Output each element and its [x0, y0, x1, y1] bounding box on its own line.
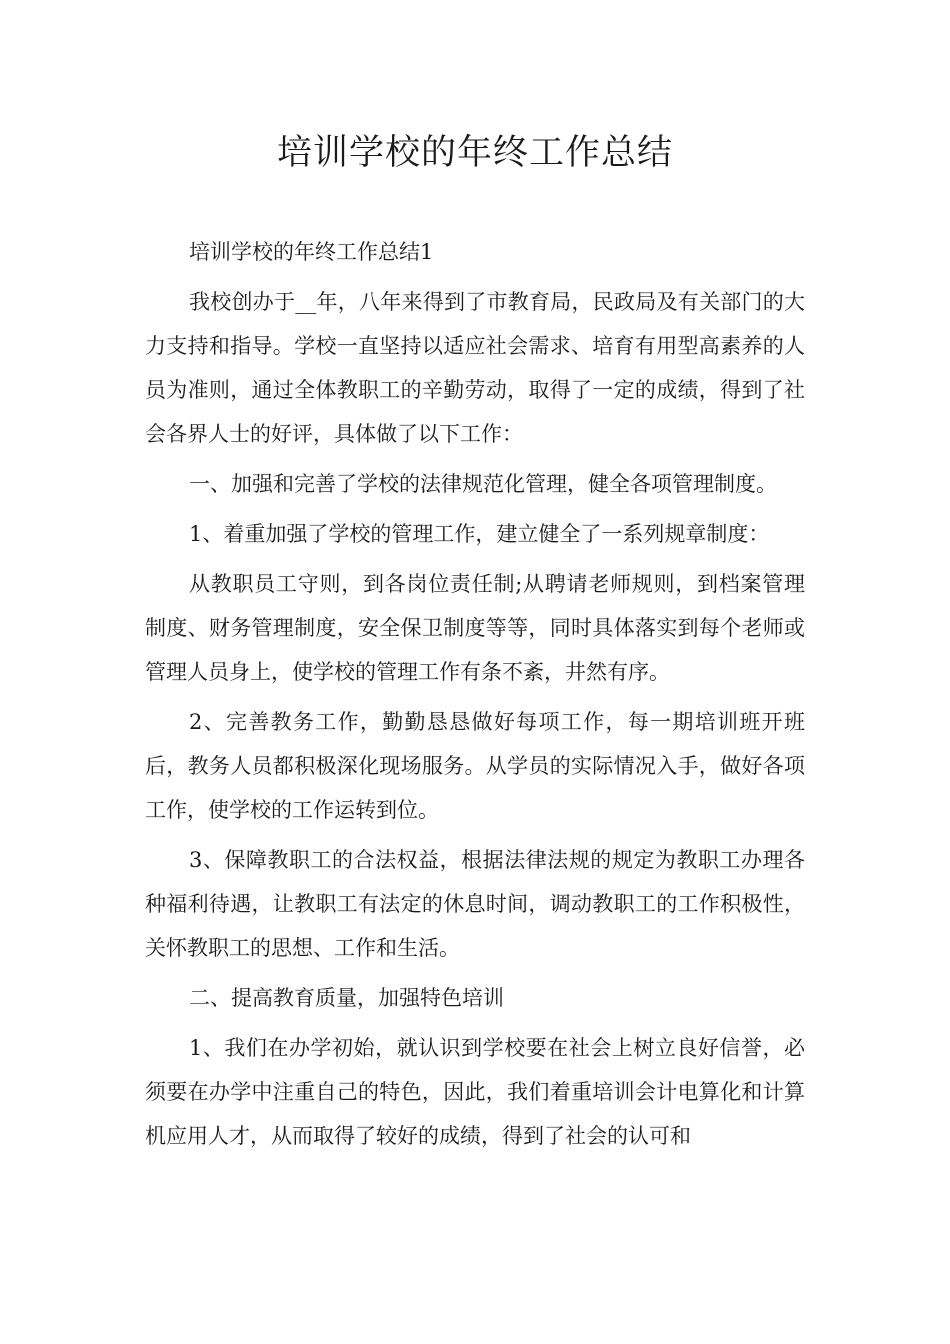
paragraph-intro: 我校创办于__年，八年来得到了市教育局，民政局及有关部门的大力支持和指导。学校一直坚持以适应社会需求、培育有用型高素养的人员为准则，通过全体教职工的辛勤劳动，取得了一定的成绩，得到了社会各界人士的好评，具体做了以下工作： [145, 290, 805, 446]
paragraph-item-1-3: 3、保障教职工的合法权益，根据法律法规的规定为教职工办理各种福利待遇，让教职工有法定的休息时间，调动教职工的工作积极性，关怀教职工的思想、工作和生活。 [145, 848, 805, 960]
document-body [145, 230, 805, 1164]
paragraph-section-1-heading: 一、加强和完善了学校的法律规范化管理，健全各项管理制度。 [189, 472, 777, 496]
paragraph-subtitle: 培训学校的年终工作总结1 [189, 240, 434, 264]
paragraph-item-1-2: 2、完善教务工作，勤勤恳恳做好每项工作，每一期培训班开班后，教务人员都积极深化现场服务。从学员的实际情况入手，做好各项工作，使学校的工作运转到位。 [145, 710, 805, 822]
paragraph-section-2-heading: 二、提高教育质量，加强特色培训 [189, 986, 504, 1010]
paragraph-item-1-1: 1、着重加强了学校的管理工作，建立健全了一系列规章制度： [189, 522, 770, 546]
document-title: 培训学校的年终工作总结 [276, 133, 673, 173]
paragraph-item-1-1-detail: 从教职员工守则，到各岗位责任制;从聘请老师规则，到档案管理制度、财务管理制度，安全保卫制度等等，同时具体落实到每个老师或管理人员身上，使学校的管理工作有条不紊，井然有序。 [145, 572, 805, 684]
paragraph-item-2-1: 1、我们在办学初始，就认识到学校要在社会上树立良好信誉，必须要在办学中注重自己的特色，因此，我们着重培训会计电算化和计算机应用人才，从而取得了较好的成绩，得到了社会的认可和 [145, 1036, 805, 1148]
